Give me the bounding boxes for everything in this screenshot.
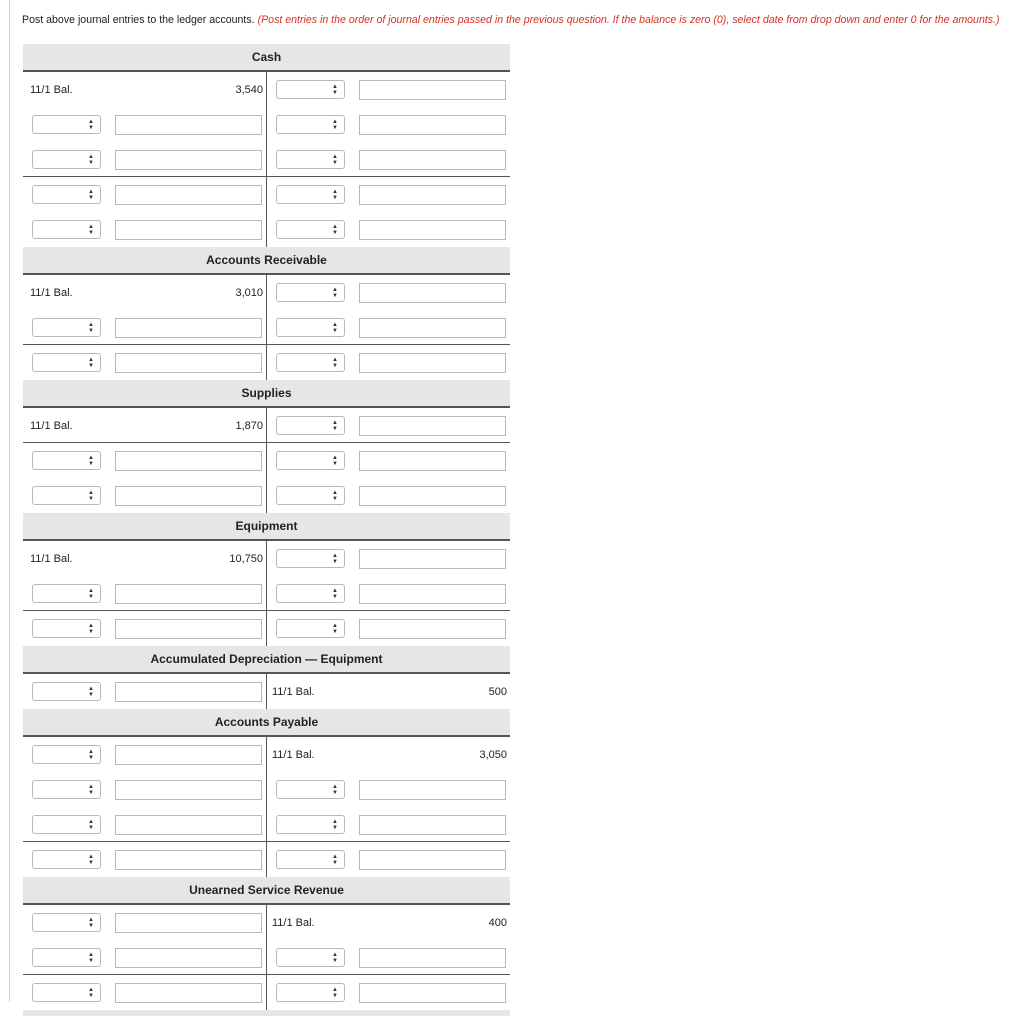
balance-amount: 500 — [488, 685, 507, 698]
debit-date-select[interactable] — [32, 220, 101, 239]
account-title: Accumulated Depreciation — Equipment — [23, 646, 510, 674]
balance-label: 11/1 Bal. — [272, 748, 315, 761]
debit-amount-input[interactable] — [115, 619, 262, 639]
debit-amount-input[interactable] — [115, 185, 262, 205]
updown-arrows-icon: ▲ ▼ — [88, 189, 94, 201]
entry-row — [23, 107, 510, 142]
entry-row — [23, 807, 510, 842]
credit-amount-input[interactable] — [359, 619, 506, 639]
debit-amount-input[interactable] — [115, 682, 262, 702]
updown-arrows-icon: ▲ ▼ — [88, 952, 94, 964]
updown-arrows-icon: ▲ ▼ — [332, 420, 338, 432]
debit-date-select[interactable] — [32, 486, 101, 505]
updown-arrows-icon: ▲ ▼ — [332, 987, 338, 999]
credit-amount-input[interactable] — [359, 780, 506, 800]
account-accumulated-depreciation-equipment — [23, 646, 510, 709]
debit-amount-input[interactable] — [115, 115, 262, 135]
updown-arrows-icon: ▲ ▼ — [332, 623, 338, 635]
balance-row — [23, 408, 510, 443]
updown-arrows-icon: ▲ ▼ — [88, 357, 94, 369]
debit-amount-input[interactable] — [115, 353, 262, 373]
entry-row — [23, 345, 510, 380]
instructions-note: (Post entries in the order of journal entries passed in the previous question. If the balance is zero (0), select date from drop down and enter 0 for the amounts.) — [257, 14, 1000, 26]
account-accounts-receivable — [23, 247, 510, 380]
updown-arrows-icon: ▲ ▼ — [332, 784, 338, 796]
entry-row — [23, 142, 510, 177]
credit-amount-input[interactable] — [359, 318, 506, 338]
credit-date-select[interactable] — [276, 353, 345, 372]
credit-date-select[interactable] — [276, 619, 345, 638]
debit-amount-input[interactable] — [115, 983, 262, 1003]
credit-date-select[interactable] — [276, 584, 345, 603]
credit-amount-input[interactable] — [359, 416, 506, 436]
account-body — [23, 905, 510, 1010]
credit-date-select[interactable] — [276, 815, 345, 834]
entry-row — [23, 611, 510, 646]
credit-date-select[interactable] — [276, 150, 345, 169]
entry-row — [23, 310, 510, 345]
debit-amount-input[interactable] — [115, 850, 262, 870]
account-title: Cash — [23, 44, 510, 72]
balance-amount: 1,870 — [235, 419, 263, 432]
balance-row — [23, 905, 510, 940]
debit-date-select[interactable] — [32, 913, 101, 932]
debit-date-select[interactable] — [32, 185, 101, 204]
balance-label: 11/1 Bal. — [30, 552, 73, 565]
balance-label: 11/1 Bal. — [272, 916, 315, 929]
updown-arrows-icon: ▲ ▼ — [332, 819, 338, 831]
credit-amount-input[interactable] — [359, 283, 506, 303]
debit-date-select[interactable] — [32, 150, 101, 169]
credit-date-select[interactable] — [276, 780, 345, 799]
credit-date-select[interactable] — [276, 318, 345, 337]
entry-row — [23, 975, 510, 1010]
credit-date-select[interactable] — [276, 185, 345, 204]
updown-arrows-icon: ▲ ▼ — [88, 588, 94, 600]
credit-amount-input[interactable] — [359, 983, 506, 1003]
entry-row — [23, 478, 510, 513]
updown-arrows-icon: ▲ ▼ — [88, 224, 94, 236]
debit-date-select[interactable] — [32, 619, 101, 638]
entry-row — [23, 842, 510, 877]
entry-row — [23, 576, 510, 611]
account-body — [23, 72, 510, 247]
updown-arrows-icon: ▲ ▼ — [332, 119, 338, 131]
debit-date-select[interactable] — [32, 815, 101, 834]
updown-arrows-icon: ▲ ▼ — [88, 119, 94, 131]
updown-arrows-icon: ▲ ▼ — [332, 553, 338, 565]
updown-arrows-icon: ▲ ▼ — [332, 854, 338, 866]
credit-date-select[interactable] — [276, 486, 345, 505]
account-title: Accounts Receivable — [23, 247, 510, 275]
account-accounts-payable — [23, 709, 510, 877]
credit-date-select[interactable] — [276, 416, 345, 435]
account-body — [23, 408, 510, 513]
debit-date-select[interactable] — [32, 983, 101, 1002]
ledger-footer-bar — [23, 1010, 510, 1016]
entry-row — [23, 940, 510, 975]
updown-arrows-icon: ▲ ▼ — [88, 154, 94, 166]
credit-amount-input[interactable] — [359, 584, 506, 604]
account-title: Equipment — [23, 513, 510, 541]
updown-arrows-icon: ▲ ▼ — [88, 819, 94, 831]
updown-arrows-icon: ▲ ▼ — [332, 322, 338, 334]
debit-amount-input[interactable] — [115, 318, 262, 338]
account-title: Accounts Payable — [23, 709, 510, 737]
updown-arrows-icon: ▲ ▼ — [88, 784, 94, 796]
debit-amount-input[interactable] — [115, 815, 262, 835]
updown-arrows-icon: ▲ ▼ — [88, 917, 94, 929]
credit-date-select[interactable] — [276, 283, 345, 302]
credit-date-select[interactable] — [276, 115, 345, 134]
entry-row — [23, 772, 510, 807]
updown-arrows-icon: ▲ ▼ — [88, 490, 94, 502]
debit-amount-input[interactable] — [115, 451, 262, 471]
debit-date-select[interactable] — [32, 745, 101, 764]
balance-label: 11/1 Bal. — [30, 83, 73, 96]
balance-label: 11/1 Bal. — [30, 286, 73, 299]
account-title: Supplies — [23, 380, 510, 408]
debit-date-select[interactable] — [32, 780, 101, 799]
updown-arrows-icon: ▲ ▼ — [332, 952, 338, 964]
instructions — [22, 12, 1012, 28]
updown-arrows-icon: ▲ ▼ — [332, 287, 338, 299]
updown-arrows-icon: ▲ ▼ — [332, 189, 338, 201]
balance-row — [23, 275, 510, 310]
entry-row — [23, 443, 510, 478]
credit-amount-input[interactable] — [359, 549, 506, 569]
debit-date-select[interactable] — [32, 682, 101, 701]
credit-date-select[interactable] — [276, 451, 345, 470]
updown-arrows-icon: ▲ ▼ — [332, 84, 338, 96]
debit-date-select[interactable] — [32, 115, 101, 134]
balance-amount: 3,010 — [235, 286, 263, 299]
updown-arrows-icon: ▲ ▼ — [88, 854, 94, 866]
balance-amount: 3,540 — [235, 83, 263, 96]
debit-amount-input[interactable] — [115, 486, 262, 506]
updown-arrows-icon: ▲ ▼ — [88, 322, 94, 334]
debit-date-select[interactable] — [32, 850, 101, 869]
credit-date-select[interactable] — [276, 80, 345, 99]
credit-amount-input[interactable] — [359, 80, 506, 100]
account-body — [23, 737, 510, 877]
updown-arrows-icon: ▲ ▼ — [88, 749, 94, 761]
credit-amount-input[interactable] — [359, 150, 506, 170]
credit-amount-input[interactable] — [359, 850, 506, 870]
balance-label: 11/1 Bal. — [272, 685, 315, 698]
debit-date-select[interactable] — [32, 451, 101, 470]
credit-amount-input[interactable] — [359, 353, 506, 373]
balance-row — [23, 541, 510, 576]
debit-amount-input[interactable] — [115, 150, 262, 170]
credit-date-select[interactable] — [276, 850, 345, 869]
debit-amount-input[interactable] — [115, 220, 262, 240]
credit-date-select[interactable] — [276, 983, 345, 1002]
credit-amount-input[interactable] — [359, 115, 506, 135]
credit-amount-input[interactable] — [359, 815, 506, 835]
ledger-accounts — [23, 44, 510, 1010]
updown-arrows-icon: ▲ ▼ — [88, 686, 94, 698]
credit-amount-input[interactable] — [359, 948, 506, 968]
account-equipment — [23, 513, 510, 646]
credit-amount-input[interactable] — [359, 185, 506, 205]
debit-amount-input[interactable] — [115, 745, 262, 765]
debit-date-select[interactable] — [32, 318, 101, 337]
debit-date-select[interactable] — [32, 353, 101, 372]
debit-amount-input[interactable] — [115, 780, 262, 800]
updown-arrows-icon: ▲ ▼ — [332, 224, 338, 236]
balance-row — [23, 72, 510, 107]
debit-amount-input[interactable] — [115, 913, 262, 933]
debit-date-select[interactable] — [32, 948, 101, 967]
updown-arrows-icon: ▲ ▼ — [332, 490, 338, 502]
entry-row — [23, 212, 510, 247]
debit-amount-input[interactable] — [115, 584, 262, 604]
balance-label: 11/1 Bal. — [30, 419, 73, 432]
updown-arrows-icon: ▲ ▼ — [332, 588, 338, 600]
balance-amount: 3,050 — [479, 748, 507, 761]
account-supplies — [23, 380, 510, 513]
updown-arrows-icon: ▲ ▼ — [88, 623, 94, 635]
updown-arrows-icon: ▲ ▼ — [88, 455, 94, 467]
updown-arrows-icon: ▲ ▼ — [88, 987, 94, 999]
instructions-text: Post above journal entries to the ledger accounts. — [22, 14, 255, 26]
account-body — [23, 541, 510, 646]
updown-arrows-icon: ▲ ▼ — [332, 455, 338, 467]
account-cash — [23, 44, 510, 247]
debit-amount-input[interactable] — [115, 948, 262, 968]
balance-amount: 10,750 — [229, 552, 263, 565]
balance-row — [23, 737, 510, 772]
account-title: Unearned Service Revenue — [23, 877, 510, 905]
credit-date-select[interactable] — [276, 549, 345, 568]
credit-date-select[interactable] — [276, 948, 345, 967]
credit-date-select[interactable] — [276, 220, 345, 239]
debit-date-select[interactable] — [32, 584, 101, 603]
balance-row — [23, 674, 510, 709]
entry-row — [23, 177, 510, 212]
updown-arrows-icon: ▲ ▼ — [332, 357, 338, 369]
account-body — [23, 674, 510, 709]
credit-amount-input[interactable] — [359, 451, 506, 471]
account-body — [23, 275, 510, 380]
updown-arrows-icon: ▲ ▼ — [332, 154, 338, 166]
credit-amount-input[interactable] — [359, 220, 506, 240]
credit-amount-input[interactable] — [359, 486, 506, 506]
account-unearned-service-revenue — [23, 877, 510, 1010]
balance-amount: 400 — [488, 916, 507, 929]
